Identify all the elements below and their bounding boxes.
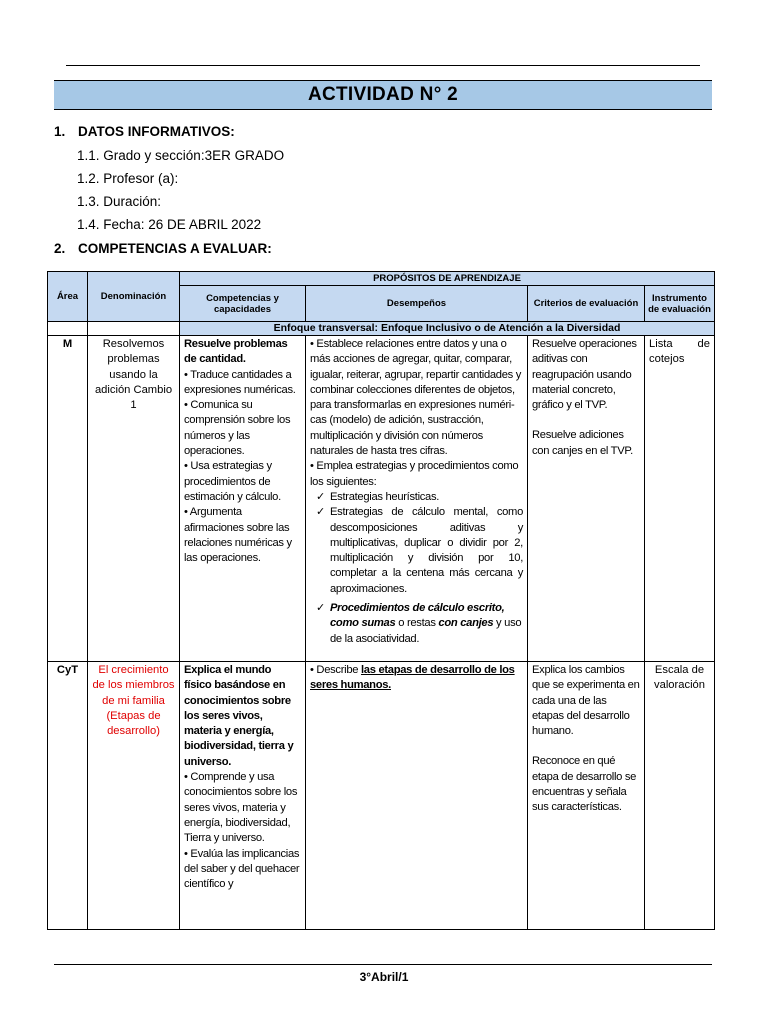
header-criterios: Criterios de evaluación: [528, 286, 645, 322]
check-item-3-part-d: y uso de la asociatividad.: [330, 617, 522, 645]
desempenos-cyt: [306, 662, 528, 930]
enfoque-blank-area: [48, 322, 88, 336]
check-item-3-part-a: Procedimientos de cálculo escrito, como sumas: [330, 602, 505, 630]
info-fecha: 1.4. Fecha: 26 DE ABRIL 2022: [77, 217, 262, 232]
section-1-number: 1.: [54, 124, 66, 139]
check-item-1: [316, 490, 523, 505]
area-cyt: CyT: [48, 662, 88, 930]
criterios-m: [528, 336, 645, 662]
header-row: [48, 272, 715, 286]
desempeno-cyt-prefix: • Describe: [310, 664, 361, 676]
enfoque-row: [48, 322, 715, 336]
capacidad-m-1: • Traduce cantidades a expresiones numéricas.: [184, 368, 296, 396]
table-row-matematica: [48, 336, 715, 662]
activity-title: ACTIVIDAD N° 2: [307, 84, 459, 105]
instrumento-m: Lista de cotejos: [645, 336, 715, 662]
competencia-cyt-title: Explica el mundo físico basándose en conocimientos sobre los seres vivos, materia y energía, biodiversidad, tierra y universo.: [184, 664, 294, 768]
check-item-3: [316, 601, 523, 647]
checkmark-icon: ✓: [316, 506, 325, 519]
header-desempenos: Desempeños: [306, 286, 528, 322]
info-duracion: 1.3. Duración:: [77, 194, 162, 209]
top-rule: [66, 65, 700, 66]
bottom-rule: [54, 964, 712, 965]
check-item-3-text: [330, 601, 523, 647]
header-area: Área: [48, 272, 88, 322]
enfoque-blank-denominacion: [88, 322, 180, 336]
denominacion-m: Resolvemos problemas usando la adición Cambio 1: [88, 336, 180, 662]
competencia-m-title: Resuelve problemas de cantidad.: [184, 338, 288, 366]
header-instrumento: Instrumento de evaluación: [645, 286, 715, 322]
desempeno-m-1: • Establece relaciones entre datos y una o más acciones de agregar, quitar, comparar, igualar, reiterar, agrupar, repartir cantidades y combinar colecciones diferentes de objetos, para transformarlas en expresiones numéri-cas (modelo) de adición, sustracción, multiplicación y división con números naturales de hasta tres cifras.: [310, 338, 522, 458]
check-item-2: [316, 505, 523, 597]
desempeno-cyt-underlined: las etapas de desarrollo de los seres humanos.: [310, 664, 515, 692]
info-grado: 1.1. Grado y sección:3ER GRADO: [77, 148, 285, 163]
info-profesor: 1.2. Profesor (a):: [77, 171, 179, 186]
check-item-2-text: Estrategias de cálculo mental, como descomposiciones aditivas y multiplicativas, duplicar o dividir por 2, multiplicación y división por 10, completar a la centena más cercana y aproximaciones.: [330, 506, 523, 595]
checkmark-icon: ✓: [316, 602, 325, 615]
criterio-cyt-2: Reconoce en qué etapa de desarrollo se encuentras y señala sus características.: [532, 755, 637, 814]
section-2-heading: [54, 241, 272, 256]
check-item-3-part-c: con canjes: [438, 617, 494, 630]
checkmark-icon: ✓: [316, 490, 325, 503]
check-item-3-part-b: o restas: [395, 617, 439, 630]
activity-title-bar: [54, 80, 712, 110]
denominacion-cyt: El crecimiento de los miembros de mi familia (Etapas de desarrollo): [88, 662, 180, 930]
instrumento-cyt: Escala de valoración: [645, 662, 715, 930]
competencia-cyt: [180, 662, 306, 930]
criterio-cyt-1: Explica los cambios que se experimenta en cada una de las etapas del desarrollo humano.: [532, 664, 640, 738]
table-row-cyt: [48, 662, 715, 930]
header-competencias: Competencias y capacidades: [180, 286, 306, 322]
page-footer: 3°Abril/1: [359, 970, 409, 984]
section-1-heading: [54, 124, 235, 139]
criterio-m-2: Resuelve adiciones con canjes en el TVP.: [532, 429, 633, 457]
area-m: M: [48, 336, 88, 662]
capacidad-m-2: • Comunica su comprensión sobre los números y las operaciones.: [184, 399, 291, 458]
criterios-cyt: [528, 662, 645, 930]
capacidad-cyt-2: • Evalúa las implicancias del saber y del quehacer científico y: [184, 847, 300, 891]
capacidad-m-4: • Argumenta afirmaciones sobre las relaciones numéricas y las operaciones.: [184, 506, 292, 565]
capacidad-m-3: • Usa estrategias y procedimientos de estimación y cálculo.: [184, 460, 281, 503]
section-1-title: DATOS INFORMATIVOS:: [78, 124, 235, 139]
header-denominacion: Denominación: [88, 272, 180, 322]
header-propositos: PROPÓSITOS DE APRENDIZAJE: [180, 272, 715, 286]
check-item-1-text: Estrategias heurísticas.: [330, 490, 440, 503]
capacidad-cyt-1: • Comprende y usa conocimientos sobre los seres vivos, materia y energía, biodiversidad, Tierra y universo.: [184, 771, 298, 845]
section-2-number: 2.: [54, 241, 66, 256]
competencies-table: [47, 271, 715, 930]
enfoque-transversal: Enfoque transversal: Enfoque Inclusivo o de Atención a la Diversidad: [180, 322, 715, 336]
section-2-title: COMPETENCIAS A EVALUAR:: [78, 241, 272, 256]
desempenos-m: [306, 336, 528, 662]
competencia-m: [180, 336, 306, 662]
criterio-m-1: Resuelve operaciones aditivas con reagrupación usando material concreto, gráfico y el TVP.: [532, 338, 637, 412]
desempeno-m-2: • Emplea estrategias y procedimientos como los siguientes:: [310, 460, 519, 488]
